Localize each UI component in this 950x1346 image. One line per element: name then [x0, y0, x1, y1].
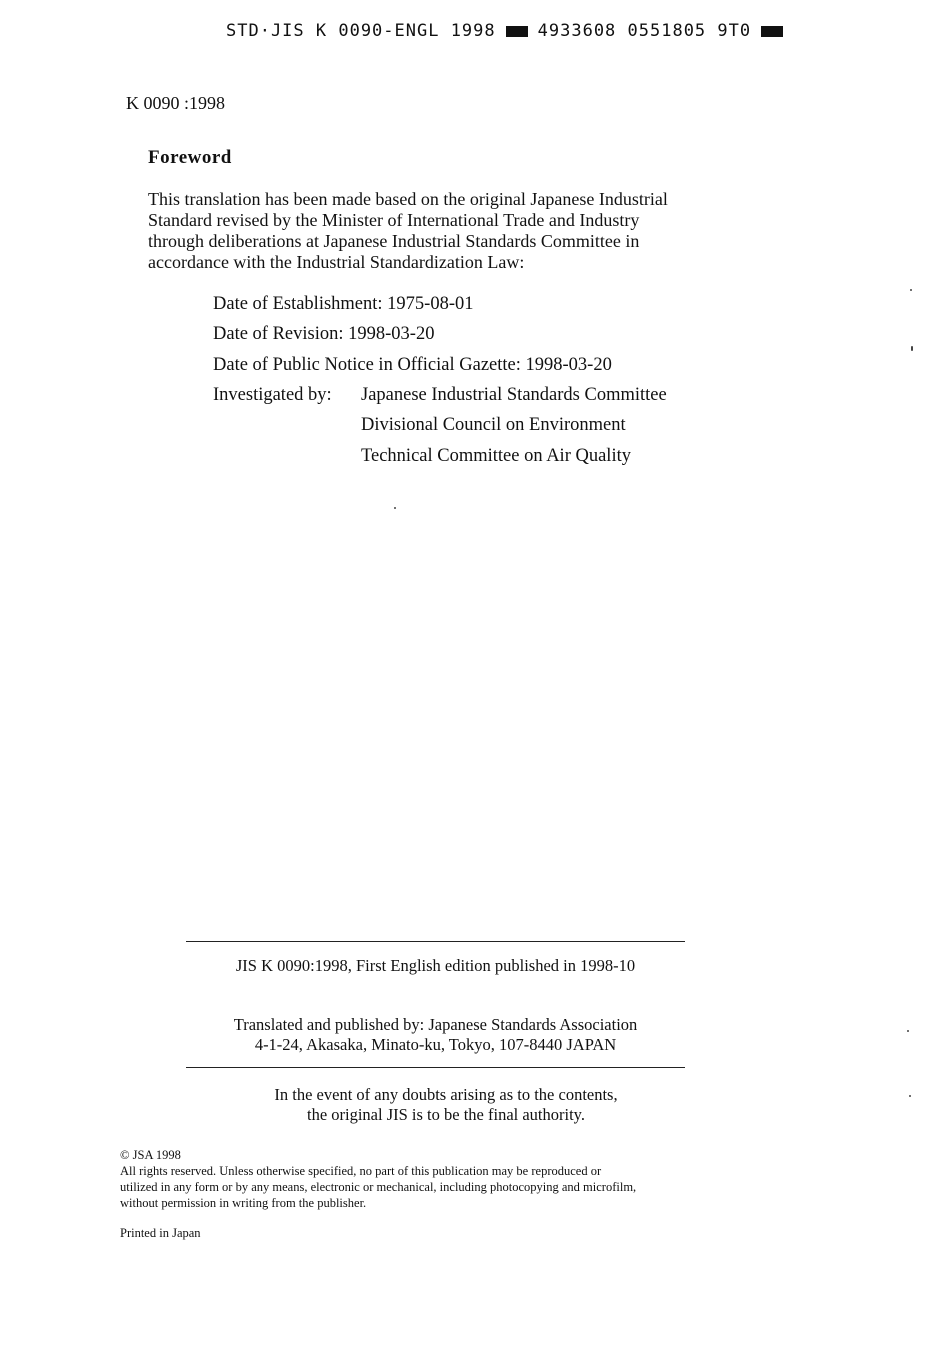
date-of-public-notice: Date of Public Notice in Official Gazette: 1998-03-20 [213, 355, 612, 375]
scan-speck [909, 1095, 911, 1097]
document-header-code [226, 21, 783, 41]
investigated-technical-committee: Technical Committee on Air Quality [361, 446, 631, 466]
foreword-line: This translation has been made based on the original Japanese Industrial [148, 189, 668, 209]
authority-line2: the original JIS is to be the final authority. [306, 1105, 585, 1124]
barcode-block-icon [761, 26, 783, 37]
header-code-part2: 4933608 0551805 9T0 [537, 21, 752, 41]
foreword-title: Foreword [148, 147, 232, 168]
copyright-line: utilized in any form or by any means, electronic or mechanical, including photocopying and microfilm, [120, 1180, 637, 1194]
date-of-revision: Date of Revision: 1998-03-20 [213, 324, 435, 344]
foreword-line: through deliberations at Japanese Industrial Standards Committee in [148, 231, 640, 251]
foreword-line: Standard revised by the Minister of International Trade and Industry [148, 210, 640, 230]
copyright-line: All rights reserved. Unless otherwise specified, no part of this publication may be reproduced or [120, 1164, 602, 1178]
publisher-address: 4-1-24, Akasaka, Minato-ku, Tokyo, 107-8440 JAPAN [254, 1035, 617, 1054]
divider-bottom [186, 1067, 685, 1068]
investigated-committee: Japanese Industrial Standards Committee [361, 385, 667, 405]
foreword-body [148, 189, 768, 273]
investigated-label: Investigated by: [213, 385, 332, 405]
printed-in: Printed in Japan [120, 1226, 201, 1240]
scan-speck [911, 346, 913, 351]
authority-line1: In the event of any doubts arising as to the contents, [274, 1085, 618, 1104]
document-id: K 0090 :1998 [126, 93, 225, 113]
scan-speck [907, 1030, 909, 1032]
scan-speck [394, 507, 396, 509]
barcode-block-icon [506, 26, 528, 37]
divider-top [186, 941, 685, 942]
investigated-council: Divisional Council on Environment [361, 415, 626, 435]
publisher-line: Translated and published by: Japanese Standards Association [233, 1015, 638, 1034]
foreword-line: accordance with the Industrial Standardization Law: [148, 252, 525, 272]
copyright-line: without permission in writing from the publisher. [120, 1196, 367, 1210]
header-code-part1: STD·JIS K 0090-ENGL 1998 [226, 21, 496, 41]
edition-statement: JIS K 0090:1998, First English edition published in 1998-10 [235, 956, 636, 975]
scan-speck [910, 289, 912, 291]
date-of-establishment: Date of Establishment: 1975-08-01 [213, 294, 474, 314]
copyright-mark: © JSA 1998 [120, 1148, 181, 1162]
